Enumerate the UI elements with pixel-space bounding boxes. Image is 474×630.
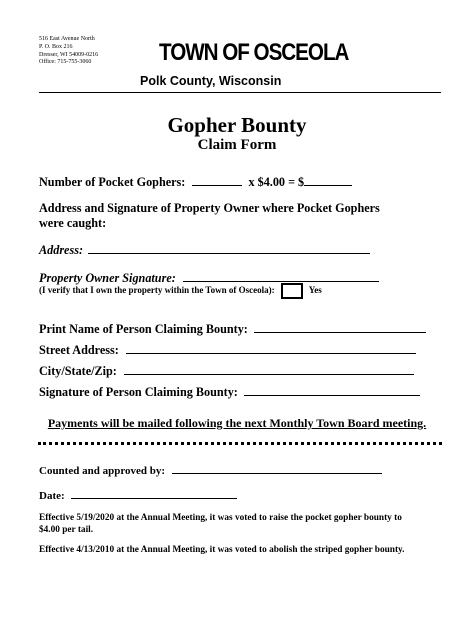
counted-label: Counted and approved by: — [39, 465, 166, 477]
counted-approved-row — [39, 462, 382, 477]
payments-notice — [0, 416, 474, 431]
dotted-separator — [38, 442, 442, 445]
address-line: 516 East Avenue North — [39, 36, 95, 42]
amount-field[interactable] — [304, 174, 352, 186]
address-line: P. O. Box 216 — [39, 43, 73, 50]
print-name-label: Print Name of Person Claiming Bounty: — [39, 322, 248, 336]
date-field[interactable] — [71, 487, 237, 499]
street-address-field[interactable] — [126, 342, 416, 354]
address-field[interactable] — [88, 242, 370, 254]
print-name-field[interactable] — [254, 321, 426, 333]
owner-signature-field[interactable] — [183, 270, 379, 282]
payments-notice-text: Payments will be mailed following the next Monthly Town Board meeting. — [47, 416, 427, 430]
counted-field[interactable] — [172, 462, 382, 474]
claimant-signature-field[interactable] — [244, 384, 420, 396]
owner-signature-label: Property Owner Signature: — [39, 271, 176, 285]
county-subheading: Polk County, Wisconsin — [140, 74, 282, 88]
town-name-heading: TOWN OF OSCEOLA — [159, 39, 349, 66]
yes-label: Yes — [308, 285, 322, 296]
street-address-label: Street Address: — [39, 343, 119, 357]
date-label: Date: — [39, 490, 65, 502]
header-divider — [39, 92, 441, 93]
verify-text: (I verify that I own the property within the Town of Osceola): — [39, 285, 275, 296]
address-row — [39, 242, 370, 258]
yes-checkbox[interactable] — [281, 283, 303, 299]
city-state-zip-field[interactable] — [124, 363, 414, 375]
city-state-zip-row — [39, 363, 414, 379]
street-address-row — [39, 342, 416, 358]
form-title: Gopher Bounty — [167, 113, 307, 137]
striped-gopher-note: Effective 4/13/2010 at the Annual Meeting, it was voted to abolish the striped gopher bounty. — [39, 545, 405, 555]
office-phone: Office: 715-755-3060 — [39, 59, 92, 66]
pocket-gophers-row — [39, 174, 352, 190]
rate-text: x $4.00 = $ — [248, 175, 305, 189]
claimant-signature-label: Signature of Person Claiming Bounty: — [39, 385, 238, 399]
town-address-block — [39, 36, 98, 67]
city-state-zip-label: City/State/Zip: — [39, 364, 117, 378]
address-label: Address: — [39, 243, 84, 257]
property-owner-heading: Address and Signature of Property Owner where Pocket Gophers were caught: — [39, 201, 380, 230]
date-row — [39, 487, 237, 502]
claimant-signature-row — [39, 384, 420, 400]
form-subtitle: Claim Form — [197, 137, 277, 153]
pocket-gophers-label: Number of Pocket Gophers: — [39, 175, 186, 189]
bounty-raise-note: Effective 5/19/2020 at the Annual Meeting, it was voted to raise the pocket gopher bounty to $4.00 per tail. — [39, 513, 402, 535]
pocket-gophers-field[interactable] — [192, 174, 242, 186]
ownership-verification-row — [39, 283, 322, 299]
address-line: Dresser, WI 54009-0216 — [39, 51, 99, 58]
print-name-row — [39, 321, 426, 337]
